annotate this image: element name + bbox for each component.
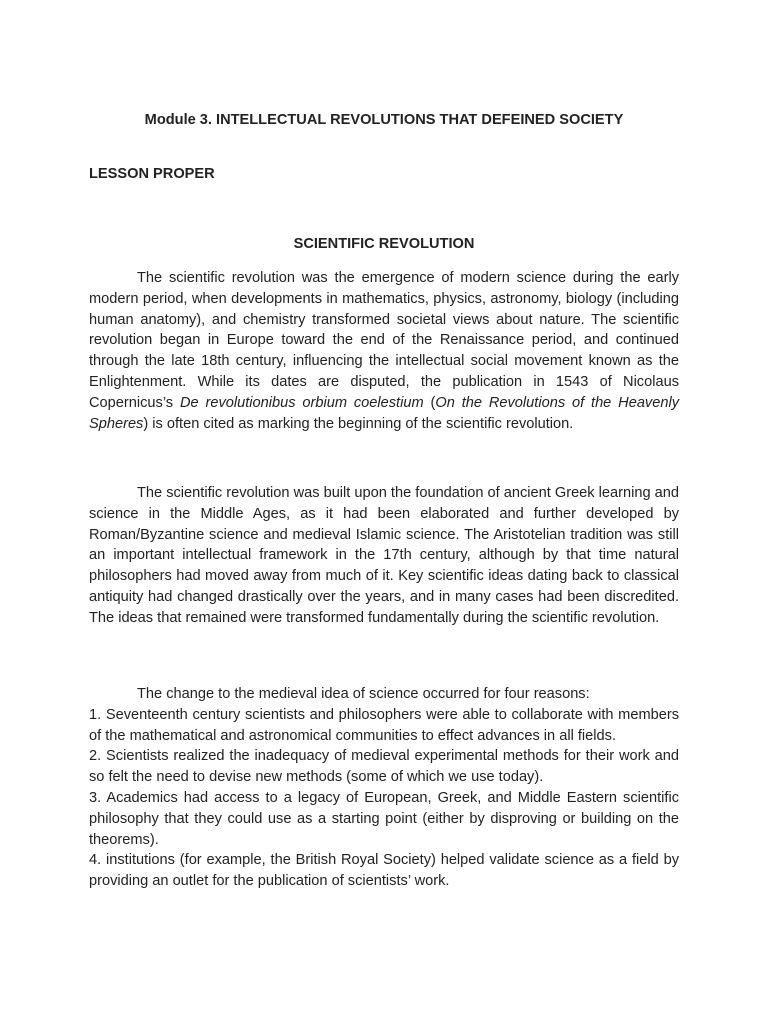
paragraph-text: (	[423, 394, 436, 411]
list-item: 4. institutions (for example, the British Royal Society) helped validate science as a field by providing an outlet for the publication of scientists’ work.	[89, 852, 679, 890]
list-item: 3. Academics had access to a legacy of European, Greek, and Middle Eastern scientific philosophy that they could use as a starting point (either by disproving or building on the theorems).	[89, 789, 679, 848]
paragraph-text: The scientific revolution was the emergence of modern science during the early modern period, when developments in mathematics, physics, astronomy, biology (including human anatomy), and chemistry transformed societal views about nature. The scientific revolution began in Europe toward the end of the Renaissance period, and continued through the late 18th century, influencing the intellectual social movement known as the Enlightenment. While its dates are disputed, the publication in 1543 of Nicolaus Copernicus’s	[89, 270, 679, 411]
reasons-intro: The change to the medieval idea of science occurred for four reasons:	[137, 686, 590, 702]
book-title-latin: De revolutionibus orbium coelestium	[179, 394, 424, 411]
lesson-heading: LESSON PROPER	[89, 166, 215, 182]
reasons-list	[89, 705, 679, 892]
module-title: Module 3. INTELLECTUAL REVOLUTIONS THAT DEFEINED SOCIETY	[144, 112, 624, 128]
reasons-section	[89, 684, 679, 892]
paragraph-text: ) is often cited as marking the beginning of the scientific revolution.	[143, 415, 574, 432]
list-item: 2. Scientists realized the inadequacy of medieval experimental methods for their work and so felt the need to devise new methods (some of which we use today).	[89, 748, 679, 786]
section-heading: SCIENTIFIC REVOLUTION	[293, 236, 475, 252]
book-title-english: On the Revolutions of the Heavenly Spheres	[89, 394, 680, 432]
list-item: 1. Seventeenth century scientists and philosophers were able to collaborate with members of the mathematical and astronomical communities to effect advances in all fields.	[89, 706, 679, 744]
paragraph-scientific-revolution-intro	[89, 268, 679, 434]
paragraph-foundations: The scientific revolution was built upon the foundation of ancient Greek learning and science in the Middle Ages, as it had been elaborated and further developed by Roman/Byzantine science and medieval Islamic science. The Aristotelian tradition was still an important intellectual framework in the 17th century, although by that time natural philosophers had moved away from much of it. Key scientific ideas dating back to classical antiquity had changed drastically over the years, and in many cases had been discredited. The ideas that remained were transformed fundamentally during the scientific revolution.	[89, 485, 679, 626]
